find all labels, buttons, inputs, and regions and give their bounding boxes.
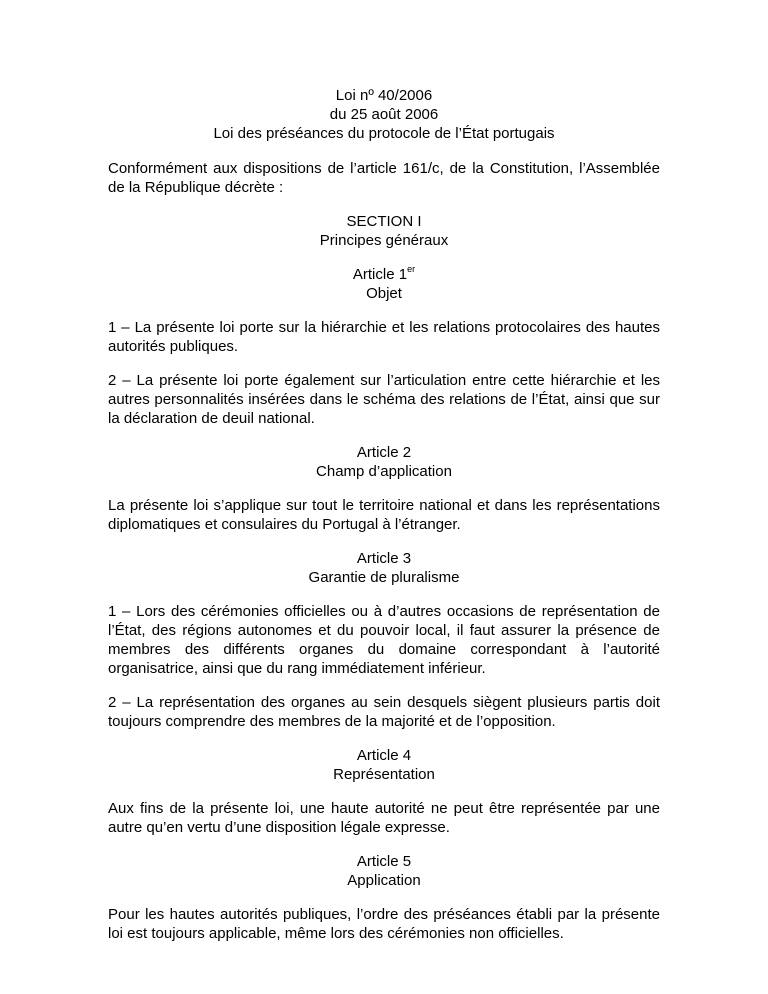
section-number: SECTION I [346, 213, 422, 230]
article-2-heading [108, 443, 660, 481]
article-1-number-superscript: er [407, 264, 416, 274]
article-5-heading [108, 852, 660, 890]
article-3-number: Article 3 [356, 550, 412, 567]
article-4-paragraph-1: Aux fins de la présente loi, une haute autorité ne peut être représentée par une autre qu’en vertu d’une disposition légale expresse. [108, 800, 660, 836]
article-4-number: Article 4 [356, 747, 412, 764]
section-title: Principes généraux [319, 232, 449, 249]
article-3-paragraph-1: 1 – Lors des cérémonies officielles ou à d’autres occasions de représentation de l’État, des régions autonomes et du pouvoir local, il faut assurer la présence de membres des différents organes du domaine correspondant à l’autorité organisatrice, ainsi que du rang immédiatement inférieur. [108, 603, 660, 677]
article-1-title: Objet [366, 285, 402, 302]
article-4-heading [108, 746, 660, 784]
article-1-number [108, 265, 660, 284]
section-heading [108, 212, 660, 250]
article-4-title: Représentation [333, 766, 435, 783]
article-3-title: Garantie de pluralisme [308, 569, 460, 586]
law-date: du 25 août 2006 [329, 106, 439, 123]
article-1-number-text: Article 1 [352, 266, 408, 283]
law-title: Loi des préséances du protocole de l’État portugais [213, 125, 555, 142]
article-3-paragraph-2: 2 – La représentation des organes au sein desquels siègent plusieurs partis doit toujours comprendre des membres de la majorité et de l’opposition. [108, 694, 660, 730]
article-1-paragraph-1: 1 – La présente loi porte sur la hiérarchie et les relations protocolaires des hautes autorités publiques. [108, 319, 660, 355]
article-2-title: Champ d’application [316, 463, 452, 480]
article-2-paragraph-1: La présente loi s’applique sur tout le territoire national et dans les représentations diplomatiques et consulaires du Portugal à l’étranger. [108, 497, 660, 533]
article-3-heading [108, 549, 660, 587]
document-header [108, 86, 660, 143]
preamble: Conformément aux dispositions de l’article 161/c, de la Constitution, l’Assemblée de la République décrète : [108, 160, 660, 196]
article-5-number: Article 5 [356, 853, 412, 870]
article-5-title: Application [347, 872, 421, 889]
article-1-heading [108, 265, 660, 303]
law-number: Loi nº 40/2006 [335, 87, 433, 104]
article-2-number: Article 2 [356, 444, 412, 461]
article-1-paragraph-2: 2 – La présente loi porte également sur l’articulation entre cette hiérarchie et les autres personnalités insérées dans le schéma des relations de l’État, ainsi que sur la déclaration de deuil national. [108, 372, 660, 427]
article-5-paragraph-1: Pour les hautes autorités publiques, l’ordre des préséances établi par la présente loi est toujours applicable, même lors des cérémonies non officielles. [108, 906, 660, 942]
document-page [108, 86, 660, 943]
